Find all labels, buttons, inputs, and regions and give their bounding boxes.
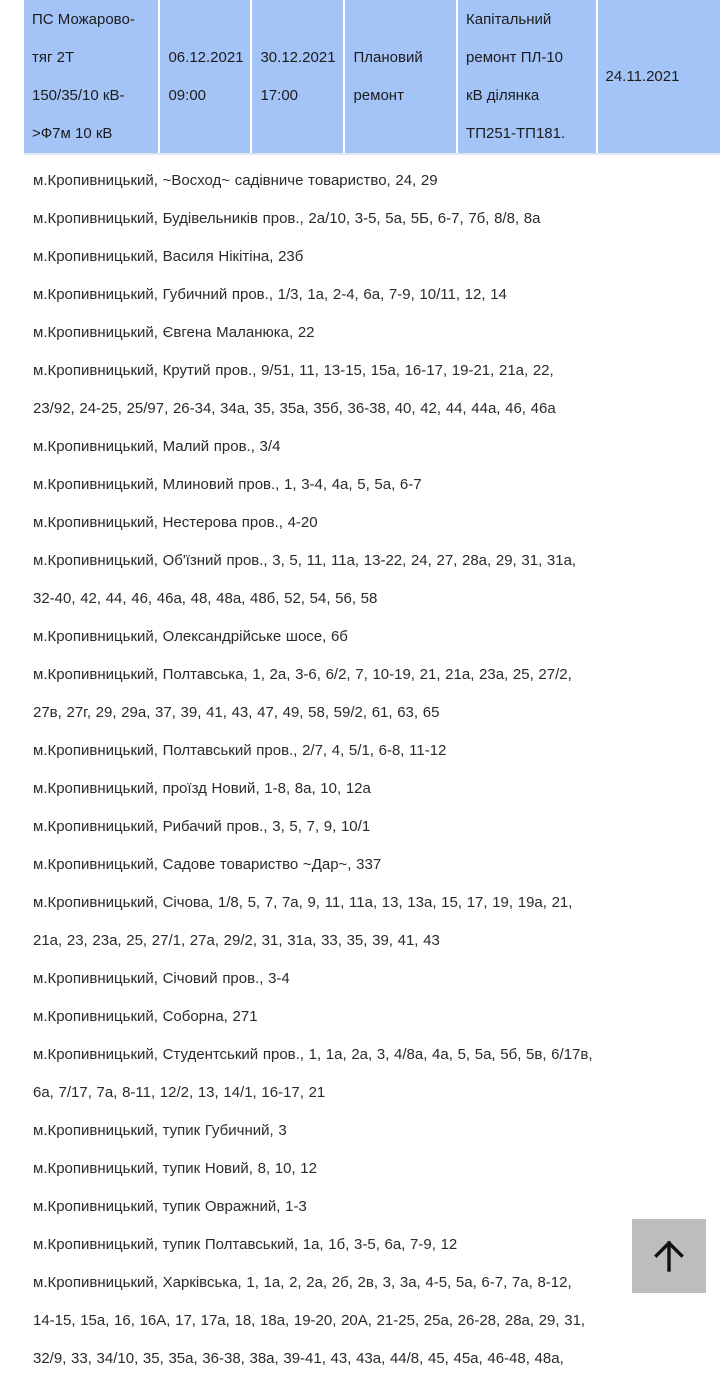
cell-line: >Ф7м 10 кВ (32, 124, 113, 142)
address-item: м.Кропивницький, Рибачий пров., 3, 5, 7, 9, 10/1 (33, 818, 371, 835)
cell-description (458, 0, 595, 153)
address-item: м.Кропивницький, Соборна, 271 (33, 1008, 258, 1025)
cell-line: кВ ділянка (466, 86, 540, 104)
address-item: м.Кропивницький, проїзд Новий, 1-8, 8а, 10, 12а (33, 780, 371, 797)
outage-table-row (24, 0, 720, 155)
address-item: м.Кропивницький, Губичний пров., 1/3, 1а, 2-4, 6а, 7-9, 10/11, 12, 14 (33, 286, 507, 303)
address-item: м.Кропивницький, Будівельників пров., 2а/10, 3-5, 5а, 5Б, 6-7, 7б, 8/8, 8а (33, 210, 541, 227)
address-item: м.Кропивницький, тупик Овражний, 1-3 (33, 1198, 307, 1215)
address-item: м.Кропивницький, тупик Губичний, 3 (33, 1122, 287, 1139)
cell-line: 24.11.2021 (605, 67, 680, 85)
address-item: м.Кропивницький, Євгена Маланюка, 22 (33, 324, 315, 341)
address-item: м.Кропивницький, тупик Полтавський, 1а, 1б, 3-5, 6а, 7-9, 12 (33, 1236, 458, 1253)
address-item: м.Кропивницький, Полтавський пров., 2/7, 4, 5/1, 6-8, 11-12 (33, 742, 447, 759)
cell-line: ремонт (353, 86, 404, 104)
cell-line: Плановий (353, 48, 423, 66)
address-item: м.Кропивницький, Олександрійське шосе, 6б (33, 628, 348, 645)
cell-line: ремонт ПЛ-10 (466, 48, 564, 66)
address-item: м.Кропивницький, Малий пров., 3/4 (33, 438, 281, 455)
cell-line: 150/35/10 кВ- (32, 86, 125, 104)
address-item: м.Кропивницький, Об'їзний пров., 3, 5, 11, 11а, 13-22, 24, 27, 28а, 29, 31, 31а, 32-40, 42, 44, 46, 46а, 48, 48а, 48б, 52, 54, 56, 58 (33, 552, 577, 607)
cell-substation (24, 0, 158, 153)
address-list (33, 162, 593, 1376)
cell-start-datetime (160, 0, 250, 153)
cell-published-date (598, 0, 720, 153)
arrow-up-icon (652, 1239, 686, 1273)
address-item: м.Кропивницький, Василя Нікітіна, 23б (33, 248, 304, 265)
address-item: м.Кропивницький, Студентський пров., 1, 1а, 2а, 3, 4/8а, 4а, 5, 5а, 5б, 5в, 6/17в, 6а, 7/17, 7а, 8-11, 12/2, 13, 14/1, 16-17, 21 (33, 1046, 593, 1101)
address-item: м.Кропивницький, Садове товариство ~Дар~, 337 (33, 856, 382, 873)
cell-line: Капітальний (466, 10, 552, 28)
address-item: м.Кропивницький, Млиновий пров., 1, 3-4, 4а, 5, 5а, 6-7 (33, 476, 422, 493)
cell-end-datetime (252, 0, 343, 153)
address-item: м.Кропивницький, Крутий пров., 9/51, 11, 13-15, 15а, 16-17, 19-21, 21а, 22, 23/92, 24-25, 25/97, 26-34, 34а, 35, 35а, 35б, 36-38, 40, 42, 44, 44а, 46, 46а (33, 362, 556, 417)
address-item: м.Кропивницький, Січовий пров., 3-4 (33, 970, 290, 987)
address-item: м.Кропивницький, Січова, 1/8, 5, 7, 7а, 9, 11, 11а, 13, 13а, 15, 17, 19, 19а, 21, 21а, 23, 23а, 25, 27/1, 27а, 29/2, 31, 31а, 33, 35, 39, 41, 43 (33, 894, 573, 949)
cell-line: тяг 2Т (32, 48, 75, 66)
cell-line: ПС Можарово- (32, 10, 135, 28)
cell-line: 06.12.2021 (168, 48, 244, 66)
cell-line: ТП251-ТП181. (466, 124, 566, 142)
address-item: м.Кропивницький, тупик Новий, 8, 10, 12 (33, 1160, 317, 1177)
cell-line: 30.12.2021 (260, 48, 336, 66)
address-item: м.Кропивницький, Харківська, 1, 1а, 2, 2а, 2б, 2в, 3, 3а, 4-5, 5а, 6-7, 7а, 8-12, 14-15, 15а, 16, 16А, 17, 17а, 18, 18а, 19-20, 20А, 21-25, 25а, 26-28, 28а, 29, 31, 32/9, 33, 34/10, 35, 35а, 36-38, 38а, 39-41, 43, 43а, 44/8, 45, 45а, 46-48, 48а, (33, 1274, 586, 1367)
cell-outage-type (345, 0, 456, 153)
address-item: м.Кропивницький, Нестерова пров., 4-20 (33, 514, 318, 531)
address-item: м.Кропивницький, ~Восход~ садівниче товариство, 24, 29 (33, 172, 438, 189)
cell-line: 17:00 (260, 86, 299, 104)
cell-line: 09:00 (168, 86, 207, 104)
back-to-top-button[interactable] (632, 1219, 706, 1293)
address-item: м.Кропивницький, Полтавська, 1, 2а, 3-6, 6/2, 7, 10-19, 21, 21а, 23а, 25, 27/2, 27в, 27г, 29, 29а, 37, 39, 41, 43, 47, 49, 58, 59/2, 61, 63, 65 (33, 666, 572, 721)
